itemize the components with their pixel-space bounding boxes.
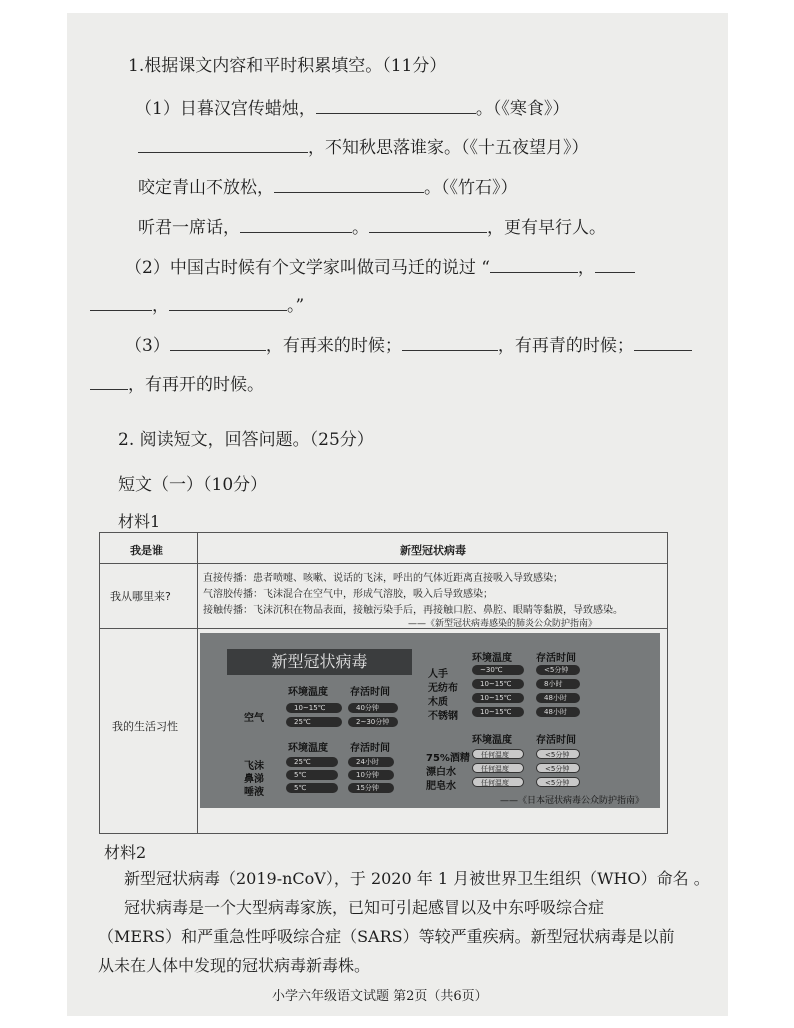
panel-title: 新型冠状病毒 (227, 649, 412, 675)
time-pill: 24小时 (348, 757, 394, 767)
row1-label: 我从哪里来? (110, 590, 171, 603)
temp-pill: 任何温度 (472, 749, 524, 759)
row-bleach: 漂白水 (426, 767, 456, 778)
time-pill: 2~30分钟 (348, 717, 398, 727)
time-pill: <5分钟 (536, 763, 580, 773)
row-droplet: 飞沫 (244, 761, 264, 772)
col-temp: 环境温度 (288, 743, 328, 754)
q1-line7: （3） ，有再来的时候； ，有再青的时候； (125, 331, 692, 356)
answer-blank[interactable] (169, 294, 287, 311)
time-pill: 48小时 (536, 707, 580, 717)
row2-label: 我的生活习性 (112, 720, 178, 733)
answer-blank[interactable] (634, 334, 692, 351)
temp-pill: 10~15℃ (472, 679, 524, 689)
col-time: 存活时间 (536, 653, 576, 664)
col-time: 存活时间 (350, 743, 390, 754)
panel-source: ——《日本冠状病毒公众防护指南》 (500, 796, 645, 806)
source-note: ——《新型冠状病毒感染的肺炎公众防护指南》 (408, 619, 598, 629)
answer-blank[interactable] (170, 334, 266, 351)
row-hand: 人手 (428, 669, 448, 680)
answer-blank[interactable] (240, 216, 352, 233)
row-saliva: 唾液 (244, 787, 264, 798)
transmission-contact: 接触传播：飞沫沉积在物品表面，接触污染手后，再接触口腔、鼻腔、眼睛等黏膜，导致感染。 (203, 605, 623, 616)
temp-pill: 5℃ (286, 770, 338, 780)
answer-blank[interactable] (369, 216, 487, 233)
answer-blank[interactable] (402, 334, 498, 351)
row-soap: 肥皂水 (426, 781, 456, 792)
temp-pill: 10~15℃ (472, 693, 524, 703)
time-pill: 48小时 (536, 693, 580, 703)
temp-pill: 任何温度 (472, 763, 524, 773)
page-footer: 小学六年级语文试题 第2页（共6页） (272, 989, 488, 1004)
time-pill: <5分钟 (536, 665, 580, 675)
temp-pill: 5℃ (286, 783, 338, 793)
temp-pill: 10~15℃ (286, 703, 342, 713)
material2-p1: 新型冠状病毒（2019-nCoV），于 2020 年 1 月被世界卫生组织（WHO）命名 。 (124, 869, 710, 888)
time-pill: <5分钟 (536, 749, 580, 759)
row-alcohol: 75%酒精 (426, 753, 470, 764)
temp-pill: 10~15℃ (472, 707, 524, 717)
temp-pill: ~30℃ (472, 665, 524, 675)
q1-line1: （1）日暮汉宫传蜡烛， 。（《寒食》） (135, 99, 570, 119)
time-pill: <5分钟 (536, 777, 580, 787)
answer-blank[interactable] (490, 256, 578, 273)
virus-survival-image (200, 633, 660, 808)
q2-title: 2. 阅读短文，回答问题。（25分） (118, 430, 374, 450)
transmission-aerosol: 气溶胶传播：飞沫混合在空气中，形成气溶胶，吸入后导致感染； (203, 589, 493, 600)
divider (100, 563, 667, 564)
q1-line5: （2）中国古时候有个文学家叫做司马迁的说过 “ ， (125, 253, 635, 278)
divider (197, 533, 198, 833)
row-mucus: 鼻涕 (244, 774, 264, 785)
transmission-direct: 直接传播：患者喷嚏、咳嗽、说话的飞沫，呼出的气体近距离直接吸入导致感染； (203, 573, 563, 584)
row-steel: 不锈钢 (428, 711, 458, 722)
col-temp: 环境温度 (472, 653, 512, 664)
material2-p4: 从未在人体中发现的冠状病毒新毒株。 (98, 956, 371, 975)
material2-p3: （MERS）和严重急性呼吸综合症（SARS）等较严重疾病。新型冠状病毒是以前 (98, 927, 675, 946)
time-pill: 15分钟 (348, 783, 394, 793)
material1-table (99, 532, 668, 834)
answer-blank[interactable] (274, 176, 424, 193)
temp-pill: 25℃ (286, 757, 338, 767)
material1-label: 材料1 (118, 512, 161, 531)
answer-blank[interactable] (90, 373, 128, 390)
section-title: 短文（一）（10分） (118, 475, 268, 495)
answer-blank[interactable] (138, 136, 308, 153)
q1-line6: ， 。” (90, 291, 304, 316)
q1-title: 1.根据课文内容和平时积累填空。（11分） (128, 56, 447, 76)
col-temp: 环境温度 (472, 735, 512, 746)
row-fabric: 无纺布 (428, 683, 458, 694)
answer-blank[interactable] (316, 97, 476, 114)
row-air: 空气 (244, 713, 264, 724)
col-time: 存活时间 (350, 687, 390, 698)
time-pill: 10分钟 (348, 770, 394, 780)
q1-line8: ，有再开的时候。 (90, 370, 264, 395)
answer-blank[interactable] (90, 294, 152, 311)
col-time: 存活时间 (536, 735, 576, 746)
material2-label: 材料2 (104, 843, 147, 862)
row-wood: 木质 (428, 697, 448, 708)
time-pill: 40分钟 (348, 703, 398, 713)
header-right: 新型冠状病毒 (400, 544, 466, 557)
q1-line2: ，不知秋思落谁家。（《十五夜望月》） (138, 133, 589, 158)
q1-line3: 咬定青山不放松， 。（《竹石》） (138, 178, 518, 198)
col-temp: 环境温度 (288, 687, 328, 698)
time-pill: 8小时 (536, 679, 580, 689)
q1-line4: 听君一席话， 。 ，更有早行人。 (138, 218, 606, 238)
header-left: 我是谁 (130, 544, 163, 557)
material2-p2: 冠状病毒是一个大型病毒家族，已知可引起感冒以及中东呼吸综合症 (124, 898, 605, 917)
temp-pill: 25℃ (286, 717, 342, 727)
temp-pill: 任何温度 (472, 777, 524, 787)
answer-blank[interactable] (595, 256, 635, 273)
